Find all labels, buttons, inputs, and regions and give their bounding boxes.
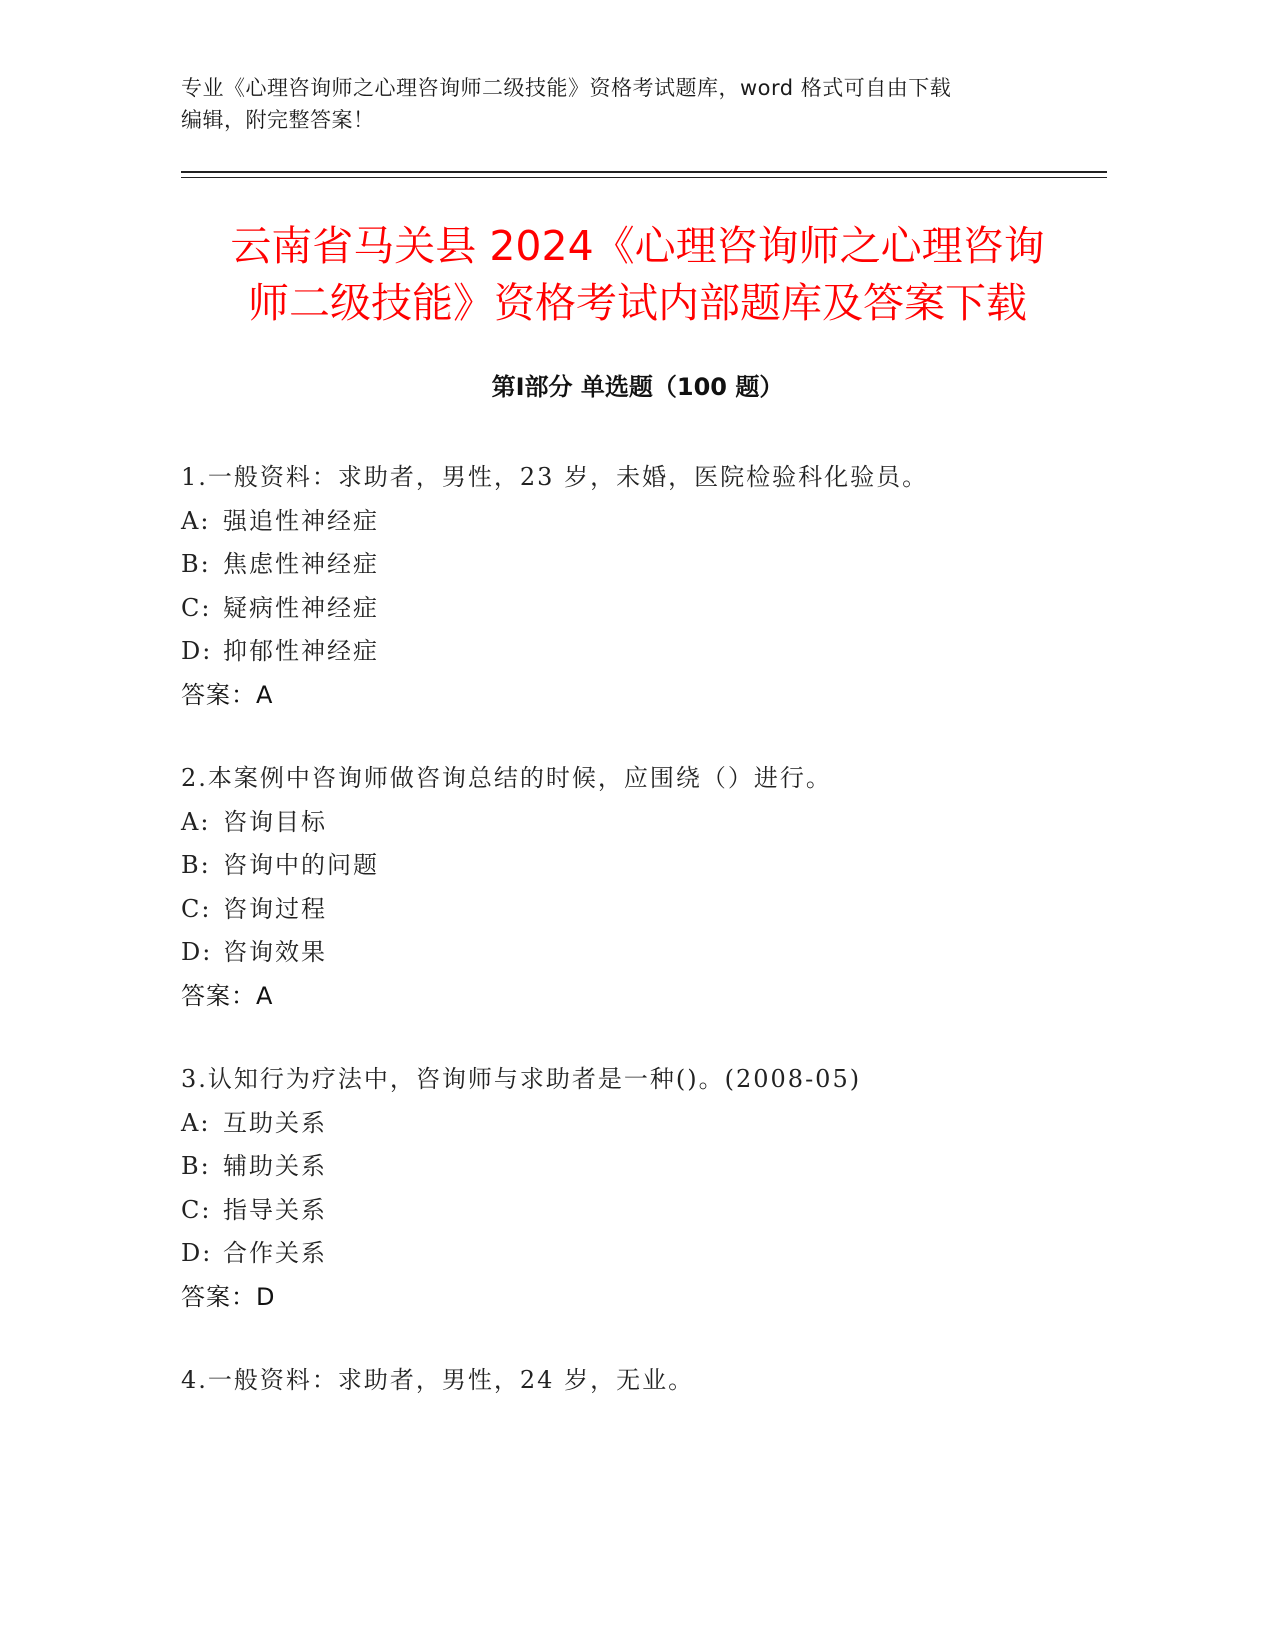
option-label: B: <box>181 851 211 879</box>
option-a <box>181 801 1141 845</box>
option-d <box>181 630 1141 674</box>
option-text: 指导关系 <box>223 1195 327 1224</box>
option-label: D: <box>181 637 213 665</box>
option-label: C: <box>181 1195 212 1224</box>
answer-line: 答案：D <box>181 1282 276 1311</box>
option-label: D: <box>181 938 213 966</box>
question-stem: 2.本案例中咨询师做咨询总结的时候，应围绕（）进行。 <box>181 764 832 792</box>
option-label: A: <box>181 1108 211 1137</box>
option-text: 抑郁性神经症 <box>223 637 379 665</box>
header-note-line-2: 编辑，附完整答案！ <box>181 108 375 132</box>
question-list <box>181 456 1141 1443</box>
option-label: A: <box>181 506 211 535</box>
option-a <box>181 500 1141 544</box>
option-a <box>181 1102 1141 1146</box>
header-note <box>181 72 1061 136</box>
option-text: 疑病性神经症 <box>223 593 379 622</box>
question-stem: 3.认知行为疗法中，咨询师与求助者是一种()。(2008-05) <box>181 1065 862 1093</box>
option-b <box>181 844 1141 888</box>
option-b <box>181 543 1141 587</box>
answer-line: 答案：A <box>181 981 274 1010</box>
option-text: 强追性神经症 <box>223 506 379 535</box>
option-text: 咨询中的问题 <box>223 851 379 879</box>
question-stem: 1.一般资料：求助者，男性，23 岁，未婚，医院检验科化验员。 <box>181 463 929 491</box>
option-text: 互助关系 <box>223 1108 327 1137</box>
option-text: 焦虑性神经症 <box>223 550 379 578</box>
header-note-line-1: 专业《心理咨询师之心理咨询师二级技能》资格考试题库，word 格式可自由下载 <box>181 76 952 100</box>
question-item <box>181 456 1141 717</box>
option-c <box>181 888 1141 932</box>
header-divider-thick <box>181 171 1107 173</box>
question-item <box>181 1058 1141 1319</box>
option-label: D: <box>181 1239 213 1267</box>
option-d <box>181 1232 1141 1276</box>
question-item <box>181 1359 1141 1403</box>
question-stem: 4.一般资料：求助者，男性，24 岁，无业。 <box>181 1366 695 1394</box>
header-divider-thin <box>181 177 1107 178</box>
document-title-line-1: 云南省马关县 2024《心理咨询师之心理咨询 <box>230 222 1045 270</box>
option-text: 合作关系 <box>223 1239 327 1267</box>
option-d <box>181 931 1141 975</box>
option-b <box>181 1145 1141 1189</box>
option-text: 咨询目标 <box>223 807 327 836</box>
option-text: 辅助关系 <box>223 1152 327 1180</box>
section-heading: 第Ⅰ部分 单选题（100 题） <box>491 373 784 401</box>
document-title-line-2: 师二级技能》资格考试内部题库及答案下载 <box>248 279 1027 327</box>
option-text: 咨询过程 <box>223 894 327 923</box>
question-item <box>181 757 1141 1018</box>
option-label: B: <box>181 550 211 578</box>
option-c <box>181 1189 1141 1233</box>
option-label: C: <box>181 593 212 622</box>
option-label: C: <box>181 894 212 923</box>
option-label: A: <box>181 807 211 836</box>
option-text: 咨询效果 <box>223 938 327 966</box>
answer-line: 答案：A <box>181 680 274 709</box>
option-c <box>181 587 1141 631</box>
option-label: B: <box>181 1152 211 1180</box>
document-title <box>150 218 1125 332</box>
